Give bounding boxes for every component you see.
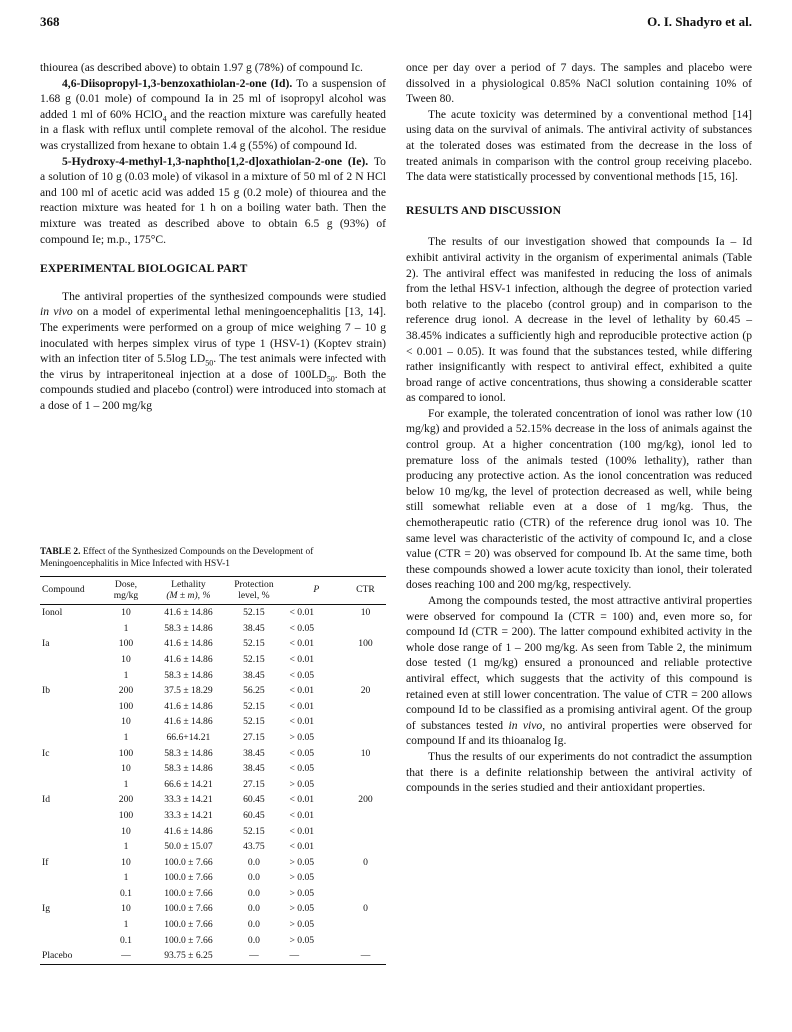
cell-protection: 0.0 [247,856,260,868]
cell-lethality: 100.0 ± 7.66 [164,919,213,931]
header-line: Protection [234,579,274,590]
left-column [40,60,386,413]
cell-protection: 0.0 [247,887,260,899]
cell-ctr [345,933,386,949]
cell-ctr: 0 [363,903,368,915]
cell-p: < 0.05 [289,669,315,681]
cell-compound [40,714,103,730]
table-row [40,824,386,840]
cell-protection: 60.45 [243,809,265,821]
cell-protection: 27.15 [243,731,265,743]
column-header-ctr: CTR [345,577,386,605]
cell-protection: 52.15 [243,825,265,837]
cell-protection: — [228,948,279,964]
subscript: 50 [205,358,214,368]
cell-protection: 60.45 [243,794,265,806]
cell-dose: 100 [118,747,134,759]
cell-dose: 1 [123,731,129,743]
cell-p: < 0.01 [289,653,315,665]
cell-protection: 52.15 [243,638,265,650]
cell-lethality: 58.3 ± 14.86 [164,763,213,775]
table-row [40,870,386,886]
cell-compound [40,621,103,637]
cell-p: < 0.05 [289,622,315,634]
cell-ctr: 0 [363,856,368,868]
cell-compound: Placebo [40,948,103,964]
cell-protection: 0.0 [247,919,260,931]
cell-ctr: 100 [358,638,373,650]
cell-lethality: 50.0 ± 15.07 [164,841,213,853]
table-row [40,683,386,699]
header-line: level, % [238,589,270,601]
cell-compound [40,699,103,715]
cell-dose: 10 [121,607,131,619]
cell-lethality: 66.6 ± 14.21 [164,778,213,790]
column-header-p: P [280,577,346,605]
cell-compound: If [42,856,49,868]
cell-compound [40,886,103,902]
cell-dose: 1 [123,778,129,790]
cell-ctr [345,886,386,902]
cell-dose: 10 [121,903,131,915]
table-row [40,886,386,902]
paragraph-text: , no antiviral properties were observed for compound If and its thioanalog Ig. [406,718,752,748]
cell-protection: 0.0 [247,872,260,884]
cell-p: > 0.05 [289,934,315,946]
cell-ctr [345,761,386,777]
cell-p: < 0.01 [289,607,315,619]
paragraph-compound-id [40,76,386,154]
cell-compound [40,652,103,668]
table-caption [40,547,386,570]
cell-lethality: 41.6 ± 14.86 [164,825,213,837]
cell-protection: 0.0 [247,934,260,946]
cell-compound [40,933,103,949]
cell-protection: 0.0 [247,903,260,915]
paragraph-biological [40,289,386,414]
cell-lethality: 41.6 ± 14.86 [164,700,213,712]
cell-dose: 10 [121,825,131,837]
page-number: 368 [40,14,60,29]
cell-ctr: 20 [360,685,371,697]
cell-compound: Ib [42,685,50,697]
cell-compound [40,870,103,886]
cell-dose: 100 [118,638,134,650]
cell-compound [40,808,103,824]
subscript: 50 [326,374,335,383]
subscript: 4 [162,114,167,124]
cell-dose: 200 [118,685,134,697]
column-header-lethality [148,577,228,605]
cell-lethality: 100.0 ± 7.66 [164,872,213,884]
cell-ctr [345,714,386,730]
cell-compound [40,917,103,933]
header-line: Lethality [171,579,206,590]
cell-dose: — [103,948,148,964]
table-row [40,636,386,652]
cell-lethality: 100.0 ± 7.66 [164,903,213,915]
right-column [406,60,752,796]
paragraph-compound-ie [40,154,386,248]
cell-dose: 10 [121,716,131,728]
cell-ctr [345,870,386,886]
cell-dose: 10 [121,856,131,868]
table-row [40,855,386,871]
cell-protection: 52.15 [243,700,265,712]
cell-compound [40,824,103,840]
table-row [40,933,386,949]
cell-compound [40,761,103,777]
cell-ctr [345,699,386,715]
cell-p: < 0.01 [289,841,315,853]
paragraph-text: To a suspension of 1.68 g (0.01 mole) of compound Ia in 25 ml of isopropyl alcohol was added 1 ml of 60% HClO [40,76,386,121]
running-header-authors: O. I. Shadyro et al. [647,14,752,29]
cell-lethality: 37.5 ± 18.29 [164,685,213,697]
cell-dose: 1 [123,669,129,681]
cell-p: > 0.05 [289,731,315,743]
cell-p: < 0.01 [289,794,315,806]
cell-p: < 0.05 [289,747,315,759]
cell-ctr [345,730,386,746]
cell-protection: 52.15 [243,653,265,665]
cell-protection: 38.45 [243,622,265,634]
cell-lethality: 100.0 ± 7.66 [164,887,213,899]
table-body [40,605,386,965]
table-2 [40,547,386,965]
cell-lethality: 33.3 ± 14.21 [164,809,213,821]
cell-dose: 1 [123,919,129,931]
cell-compound: Ia [42,638,50,650]
cell-protection: 52.15 [243,716,265,728]
cell-p: < 0.01 [289,685,315,697]
header-line: (M ± m), % [166,589,211,601]
italic-text: in vivo [508,718,543,732]
cell-lethality: 41.6 ± 14.86 [164,653,213,665]
table-row [40,730,386,746]
cell-p: > 0.05 [289,872,315,884]
cell-lethality: 66.6+14.21 [166,731,211,743]
cell-protection: 38.45 [243,669,265,681]
paragraph-text: The antiviral properties of the synthesized compounds were studied [62,289,386,303]
cell-compound: Ig [42,903,50,915]
cell-lethality: 41.6 ± 14.86 [164,607,213,619]
cell-p: < 0.01 [289,700,315,712]
cell-dose: 1 [123,622,129,634]
cell-dose: 0.1 [119,934,132,946]
table-row [40,808,386,824]
paragraph-text: . The test animals were infected with the virus by intraperitoneal injection at a dose of 100LD [40,352,386,381]
paragraph-text: on a model of experimental lethal meningoencephalitis [13, 14]. The experiments were performed on a group of mice weighing 7 – 10 g inoculated with herpes simplex virus of type 1 (HSV-1) (Koptev strain) with an infection titer of 5.5log LD [40,305,386,366]
cell-p: > 0.05 [289,919,315,931]
cell-dose: 10 [121,763,131,775]
paragraph-results: For example, the tolerated concentration of ionol was rather low (10 mg/kg) and provided a 52.15% decrease in the loss of animals against the control group. At a higher concentration (100 mg/kg), ionol led to premature loss of the animals tested (100% lethality), rather than producing any protective action. As the ionol concentration was reduced below 10 mg/kg, the level of protection decreased as well, while being still somewhat reliable even at a dose of 1 mg/kg. Thus, the chemotherapeutic ratio (CTR) of the reference drug ionol was 10. The same level was characteristic of the activity of compound Ic, and a close value (CTR = 20) was observed for compound Ib. At the same time, both these compounds showed a lower acute toxicity than ionol, their tolerated doses reaching 100 and 200 mg/kg, respectively. [406,406,752,592]
cell-dose: 100 [118,700,134,712]
cell-dose: 100 [118,809,134,821]
paragraph: once per day over a period of 7 days. The samples and placebo were dissolved in a physiological 0.85% NaCl solution containing 10% of Tween 80. [406,61,752,106]
paragraph-results: The results of our investigation showed that compounds Ia – Id exhibit antiviral activity in the organism of experimental animals (Table 2). The antiviral effect was manifested in reducing the loss of animals from the lethal HSV-1 infection, although the degree of protection varied both relative to the placebo (control group) and in comparison to the reference drug ionol. A decrease in the level of lethality by 60.45 – 38.45% indicates a sufficiently high and reproducible protective action (p < 0.001 – 0.05). It was found that the substances tested, while differing rather insignificantly with respect to antiviral effect, exhibited a quite broad range of active concentrations, thus showing a considerable scatter as compared to ionol. [406,235,752,405]
table-row [40,917,386,933]
cell-compound [40,777,103,793]
cell-ctr: — [345,948,386,964]
cell-p: > 0.05 [289,887,315,899]
paragraph: The acute toxicity was determined by a conventional method [14] using data on the survival of animals. The antiviral activity of substances at the tolerated doses was estimated from the decrease in the loss of treated animals in comparison with the control group receiving placebo. The data were statistically processed by conventional methods [15, 16]. [406,107,752,184]
cell-p: > 0.05 [289,856,315,868]
cell-lethality: 41.6 ± 14.86 [164,716,213,728]
cell-ctr: 200 [358,794,373,806]
cell-p: < 0.05 [289,763,315,775]
cell-p: < 0.01 [289,716,315,728]
cell-protection: 52.15 [243,607,265,619]
cell-ctr [345,808,386,824]
cell-ctr [345,652,386,668]
table-row [40,746,386,762]
table-label: TABLE 2. [40,547,81,557]
cell-compound: Ic [42,747,50,759]
section-heading: RESULTS AND DISCUSSION [406,203,562,217]
cell-ctr [345,621,386,637]
paragraph-text: and the reaction mixture was carefully heated in a flask with reflux until complete removal of the alcohol. The residue was crystallized from hexane to obtain 1.4 g (55%) of compound Id. [40,107,386,152]
cell-p: > 0.05 [289,778,315,790]
cell-protection: 27.15 [243,778,265,790]
cell-p: > 0.05 [289,903,315,915]
column-header-dose [103,577,148,605]
table-row [40,761,386,777]
cell-p: < 0.01 [289,825,315,837]
cell-ctr [345,668,386,684]
cell-protection: 38.45 [243,747,265,759]
column-header-protection [228,577,279,605]
cell-ctr [345,839,386,855]
cell-lethality: 93.75 ± 6.25 [148,948,228,964]
cell-compound: Id [42,794,50,806]
table-row [40,605,386,621]
section-heading: EXPERIMENTAL BIOLOGICAL PART [40,262,248,276]
cell-dose: 1 [123,841,129,853]
paragraph-text: To a solution of 10 g (0.03 mole) of vikasol in a mixture of 50 ml of 2 N HCl and 100 ml of acetic acid was added 15 g (0.2 mole) of thiourea and the reaction mixture was heated for 1 h on a boiling water bath. Then the mixture was treated as described above to obtain 6.5 g (93%) of compound Ie; m.p., 175°C. [40,154,386,246]
cell-dose: 0.1 [119,887,132,899]
table-row [40,948,386,964]
paragraph-text: . Both the compounds studied and placebo (control) were introduced into stomach at a dose of 1 – 200 mg/kg [40,367,386,412]
compound-title: 5-Hydroxy-4-methyl-1,3-naphtho[1,2-d]oxathiolan-2-one (Ie). [62,154,369,168]
paragraph-results [406,593,752,749]
paragraph-text: Among the compounds tested, the most attractive antiviral properties were observed for compound Ia (CTR = 100) and, even more so, for compound Id (CTR = 200). The latter compound exhibited activity in the whole dose range of 1 – 200 mg/kg. As seen from Table 2, the minimum dose tested (1 mg/kg) ensured a pronounced and reliable protective antiviral effect, which suggests that the activity of this compound is retained even at still lower concentration. The value of CTR = 200 allows compound Id to be classified as a promising antiviral agent. Of the group of substances tested [406,594,752,732]
cell-lethality: 100.0 ± 7.66 [164,856,213,868]
cell-p: < 0.01 [289,638,315,650]
cell-lethality: 33.3 ± 14.21 [164,794,213,806]
cell-lethality: 41.6 ± 14.86 [164,638,213,650]
cell-lethality: 58.3 ± 14.86 [164,622,213,634]
cell-ctr: 10 [360,607,371,619]
table-row [40,777,386,793]
cell-dose: 10 [121,653,131,665]
cell-compound [40,730,103,746]
cell-compound [40,668,103,684]
table-row [40,901,386,917]
cell-lethality: 58.3 ± 14.86 [164,747,213,759]
cell-compound [40,839,103,855]
table-row [40,839,386,855]
cell-ctr: 10 [360,747,371,759]
paragraph: thiourea (as described above) to obtain 1.97 g (78%) of compound Ic. [40,61,363,74]
cell-ctr [345,777,386,793]
cell-dose: 200 [118,794,134,806]
table-row [40,621,386,637]
table-caption-text: Effect of the Synthesized Compounds on the Development of Meningoencephalitis in Mice Infected with HSV-1 [40,547,314,569]
cell-lethality: 100.0 ± 7.66 [164,934,213,946]
cell-ctr [345,824,386,840]
table-row [40,652,386,668]
cell-compound: Ionol [42,607,63,619]
table-row [40,668,386,684]
cell-lethality: 58.3 ± 14.86 [164,669,213,681]
cell-protection: 43.75 [243,841,265,853]
table-row [40,699,386,715]
cell-p: — [280,948,346,964]
cell-dose: 1 [123,872,129,884]
header-line: mg/kg [113,589,139,601]
data-table [40,576,386,965]
cell-ctr [345,917,386,933]
compound-title: 4,6-Diisopropyl-1,3-benzoxathiolan-2-one (Id). [62,76,293,90]
cell-p: < 0.01 [289,809,315,821]
cell-protection: 56.25 [243,685,265,697]
paragraph-conclusion: Thus the results of our experiments do not contradict the assumption that there is a definite relationship between the antiviral activity of compounds in the series studied and their antioxidant properties. [406,749,752,795]
table-row [40,792,386,808]
table-row [40,714,386,730]
header-line: Dose, [114,579,138,590]
column-header-compound: Compound [40,577,103,605]
cell-protection: 38.45 [243,763,265,775]
italic-text: in vivo [40,305,73,319]
